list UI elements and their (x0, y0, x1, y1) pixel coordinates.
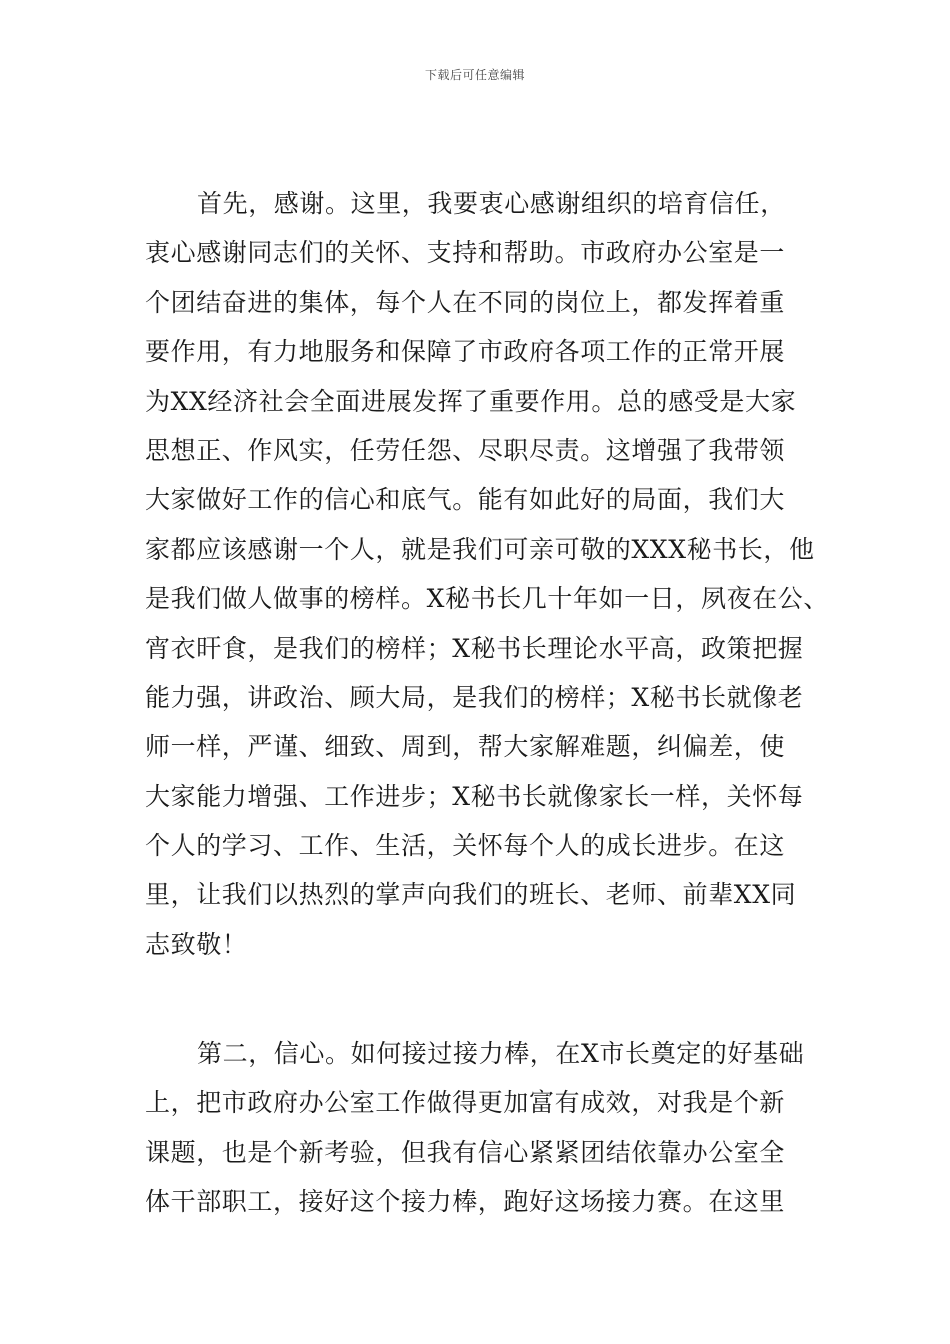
text-line: 课题，也是个新考验，但我有信心紧紧团结依靠办公室全 (145, 1137, 786, 1167)
text-line: 个人的学习、工作、生活，关怀每个人的成长进步。在这 (145, 831, 786, 861)
text-line: 首先，感谢。这里，我要衷心感谢组织的培育信任， (197, 189, 786, 218)
paragraph-confidence (145, 1029, 835, 1227)
page-header: 下载后可任意编辑 (424, 68, 525, 82)
text-line: 能力强，讲政治、顾大局，是我们的榜样；X秘书长就像老 (145, 682, 804, 712)
text-line: 大家做好工作的信心和底气。能有如此好的局面，我们大 (145, 485, 786, 515)
text-line: 志致敬！ (145, 929, 248, 959)
text-line: 是我们做人做事的榜样。X秘书长几十年如一日，夙夜在公、 (145, 584, 829, 614)
text-line: 要作用，有力地服务和保障了市政府各项工作的正常开展 (145, 337, 786, 367)
text-line: 里，让我们以热烈的掌声向我们的班长、老师、前辈XX同 (145, 880, 797, 910)
text-line: 宵衣旰食，是我们的榜样；X秘书长理论水平高，政策把握 (145, 633, 804, 663)
text-line: 衷心感谢同志们的关怀、支持和帮助。市政府办公室是一 (145, 238, 786, 268)
text-line: 家都应该感谢一个人，就是我们可亲可敬的XXX秘书长，他 (145, 534, 815, 564)
text-line: 第二，信心。如何接过接力棒，在X市长奠定的好基础 (197, 1039, 805, 1068)
text-line: 上，把市政府办公室工作做得更加富有成效，对我是个新 (145, 1088, 786, 1118)
text-line: 体干部职工，接好这个接力棒，跑好这场接力赛。在这里 (145, 1187, 786, 1217)
text-line: 师一样，严谨、细致、周到，帮大家解难题，纠偏差，使 (145, 732, 786, 762)
text-line: 为XX经济社会全面进展发挥了重要作用。总的感受是大家 (145, 386, 797, 416)
text-line: 大家能力增强、工作进步；X秘书长就像家长一样，关怀每 (145, 781, 804, 811)
paragraph-thanks (145, 179, 835, 969)
text-line: 个团结奋进的集体，每个人在不同的岗位上，都发挥着重 (145, 287, 786, 317)
text-line: 思想正、作风实，任劳任怨、尽职尽责。这增强了我带领 (145, 435, 786, 465)
